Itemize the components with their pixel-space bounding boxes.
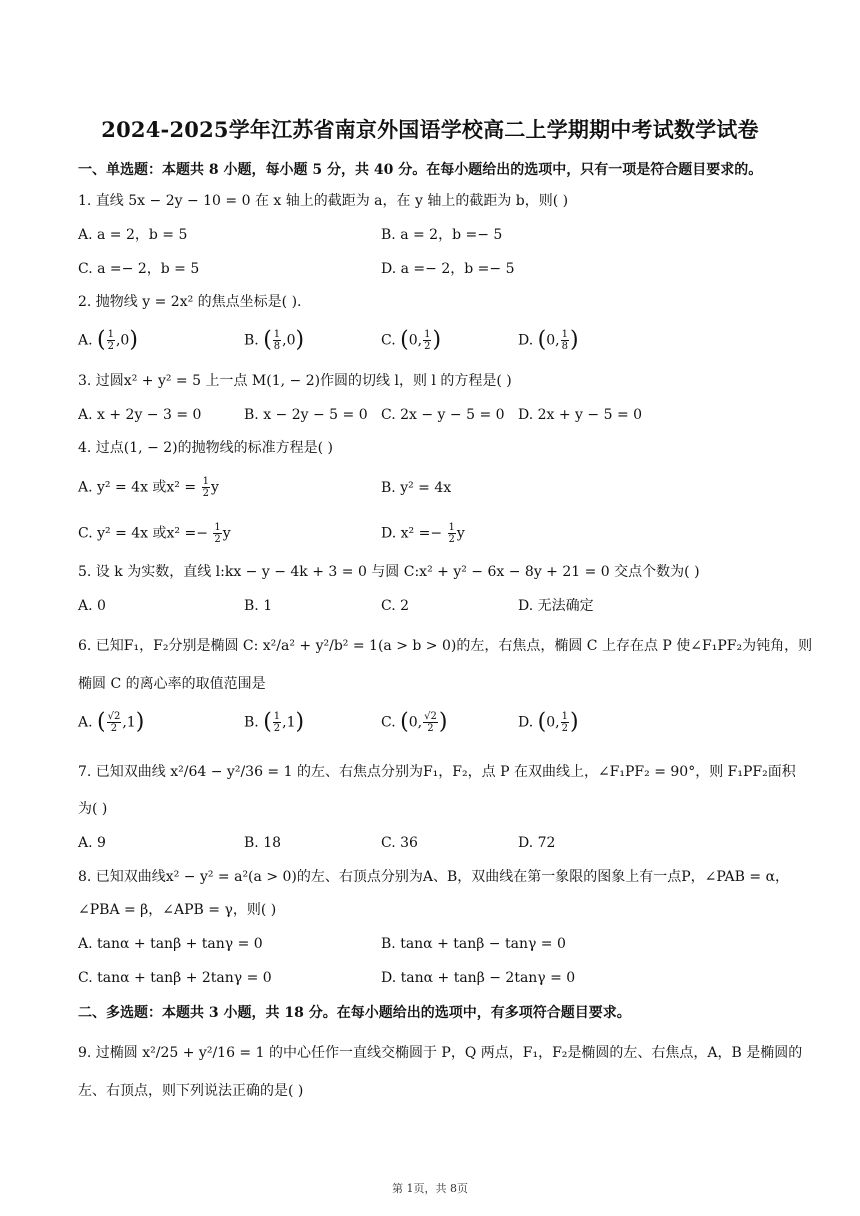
q3-option-a: A. x + 2y − 3 = 0 — [78, 407, 202, 423]
q6-option-c: C. (0, $\frac{√2}{2}$ ) — [381, 709, 448, 735]
q7-option-b: B. 18 — [244, 835, 282, 851]
question-8-line-2: ∠PBA = β，∠APB = γ，则( ) — [78, 902, 277, 918]
page-title: 2024-2025学年江苏省南京外国语学校高二上学期期中考试数学试卷 — [101, 117, 759, 142]
q5-option-b: B. 1 — [244, 598, 273, 614]
question-1: 1. 直线 5x − 2y − 10 = 0 在 x 轴上的截距为 a，在 y 轴上的截距为 b，则( ) — [78, 193, 569, 209]
q4-option-c: C. y² = 4x 或x² =− $\frac{1}{2}$ y — [78, 522, 231, 545]
q2-option-c: C. (0, $\frac{1}{2}$ ) — [381, 327, 442, 353]
q8-option-d: D. tanα + tanβ − 2tanγ = 0 — [381, 970, 576, 986]
q4-option-b: B. y² = 4x — [381, 480, 452, 496]
q4-option-a: A. y² = 4x 或x² = $\frac{1}{2}$ y — [78, 476, 219, 499]
q8-option-c: C. tanα + tanβ + 2tanγ = 0 — [78, 970, 272, 986]
question-7-line-2: 为( ) — [78, 801, 108, 817]
question-2: 2. 抛物线 y = 2x² 的焦点坐标是( ). — [78, 294, 302, 310]
page-footer: 第 1页，共 8页 — [392, 1182, 468, 1195]
q1-option-c: C. a =− 2，b = 5 — [78, 261, 200, 277]
question-7-line-1: 7. 已知双曲线 x²/64 − y²/36 = 1 的左、右焦点分别为F₁，F₂，点 P 在双曲线上，∠F₁PF₂ = 90°，则 F₁PF₂面积 — [78, 764, 796, 780]
section-heading-multi-choice: 二、多选题：本题共 3 小题，共 18 分。在每小题给出的选项中，有多项符合题目要求。 — [78, 1005, 631, 1021]
q8-option-b: B. tanα + tanβ − tanγ = 0 — [381, 936, 566, 952]
q3-option-c: C. 2x − y − 5 = 0 — [381, 407, 505, 423]
question-9-line-1: 9. 过椭圆 x²/25 + y²/16 = 1 的中心任作一直线交椭圆于 P，Q 两点，F₁，F₂是椭圆的左、右焦点，A，B 是椭圆的 — [78, 1045, 803, 1061]
section-heading-single-choice: 一、单选题：本题共 8 小题，每小题 5 分，共 40 分。在每小题给出的选项中，只有一项是符合题目要求的。 — [78, 162, 763, 178]
q7-option-a: A. 9 — [78, 835, 106, 851]
q6-option-d: D. (0, $\frac{1}{2}$ ) — [518, 709, 579, 735]
question-5: 5. 设 k 为实数，直线 l:kx − y − 4k + 3 = 0 与圆 C:x² + y² − 6x − 8y + 21 = 0 交点个数为( ) — [78, 564, 700, 580]
question-6-line-2: 椭圆 C 的离心率的取值范围是 — [78, 676, 266, 692]
q5-option-a: A. 0 — [78, 598, 106, 614]
q2-option-d: D. (0, $\frac{1}{8}$ ) — [518, 327, 579, 353]
q7-option-d: D. 72 — [518, 835, 556, 851]
q5-option-d: D. 无法确定 — [518, 598, 594, 614]
question-3: 3. 过圆x² + y² = 5 上一点 M(1, − 2)作圆的切线 l，则 l 的方程是( ) — [78, 373, 512, 389]
question-4: 4. 过点(1, − 2)的抛物线的标准方程是( ) — [78, 440, 334, 456]
q2-option-b: B. ( $\frac{1}{8}$ ,0) — [244, 327, 305, 353]
q8-option-a: A. tanα + tanβ + tanγ = 0 — [78, 936, 263, 952]
q3-option-b: B. x − 2y − 5 = 0 — [244, 407, 368, 423]
q3-option-d: D. 2x + y − 5 = 0 — [518, 407, 643, 423]
question-9-line-2: 左、右顶点，则下列说法正确的是( ) — [78, 1083, 304, 1099]
q6-option-b: B. ( $\frac{1}{2}$ ,1) — [244, 709, 305, 735]
q6-option-a: A. ( $\frac{√2}{2}$ ,1) — [78, 709, 145, 735]
q4-option-d: D. x² =− $\frac{1}{2}$ y — [381, 522, 465, 545]
q2-option-a: A. ( $\frac{1}{2}$ ,0) — [78, 327, 138, 353]
q1-option-a: A. a = 2，b = 5 — [78, 227, 188, 243]
q5-option-c: C. 2 — [381, 598, 410, 614]
question-6-line-1: 6. 已知F₁，F₂分别是椭圆 C: x²/a² + y²/b² = 1(a > b > 0)的左，右焦点，椭圆 C 上存在点 P 使∠F₁PF₂为钝角，则 — [78, 638, 813, 654]
question-8-line-1: 8. 已知双曲线x² − y² = a²(a > 0)的左、右顶点分别为A、B，双曲线在第一象限的图象上有一点P，∠PAB = α， — [78, 869, 790, 885]
q7-option-c: C. 36 — [381, 835, 418, 851]
q1-option-d: D. a =− 2，b =− 5 — [381, 261, 515, 277]
q1-option-b: B. a = 2，b =− 5 — [381, 227, 503, 243]
